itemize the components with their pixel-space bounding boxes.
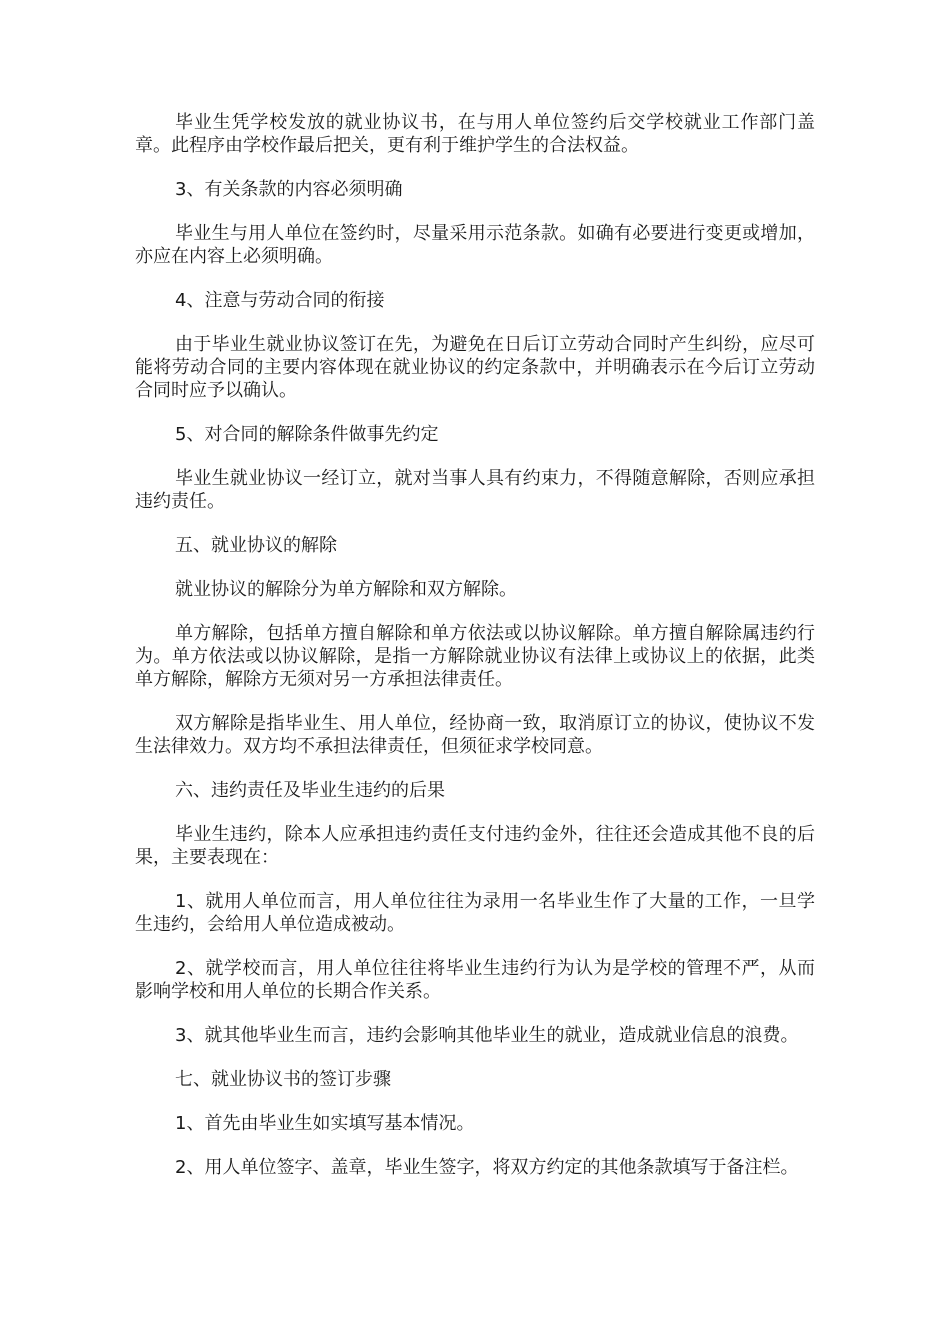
list-item: 2、用人单位签字、盖章，毕业生签字，将双方约定的其他条款填写于备注栏。	[175, 1157, 799, 1178]
list-item: 1、就用人单位而言，用人单位往往为录用一名毕业生作了大量的工作，一旦学生违约，会给用人单位造成被动。	[135, 891, 815, 935]
list-item: 3、就其他毕业生而言，违约会影响其他毕业生的就业，造成就业信息的浪费。	[175, 1025, 799, 1046]
paragraph: 毕业生凭学校发放的就业协议书，在与用人单位签约后交学校就业工作部门盖章。此程序由学校作最后把关，更有利于维护学生的合法权益。	[135, 112, 815, 156]
paragraph: 双方解除是指毕业生、用人单位，经协商一致，取消原订立的协议，使协议不发生法律效力。双方均不承担法律责任，但须征求学校同意。	[135, 713, 815, 757]
section-heading: 六、违约责任及毕业生违约的后果	[175, 780, 445, 801]
list-item: 1、首先由毕业生如实填写基本情况。	[175, 1113, 475, 1134]
paragraph: 就业协议的解除分为单方解除和双方解除。	[175, 579, 517, 600]
section-heading: 5、对合同的解除条件做事先约定	[175, 424, 439, 445]
paragraph: 由于毕业生就业协议签订在先，为避免在日后订立劳动合同时产生纠纷，应尽可能将劳动合同的主要内容体现在就业协议的约定条款中，并明确表示在今后订立劳动合同时应予以确认。	[135, 334, 815, 401]
list-item: 2、就学校而言，用人单位往往将毕业生违约行为认为是学校的管理不严，从而影响学校和用人单位的长期合作关系。	[135, 958, 815, 1002]
paragraph: 单方解除，包括单方擅自解除和单方依法或以协议解除。单方擅自解除属违约行为。单方依法或以协议解除，是指一方解除就业协议有法律上或协议上的依据，此类单方解除，解除方无须对另一方承担法律责任。	[135, 623, 815, 690]
section-heading: 五、就业协议的解除	[175, 535, 337, 556]
paragraph: 毕业生就业协议一经订立，就对当事人具有约束力，不得随意解除，否则应承担违约责任。	[135, 468, 815, 512]
section-heading: 4、注意与劳动合同的衔接	[175, 290, 385, 311]
paragraph: 毕业生与用人单位在签约时，尽量采用示范条款。如确有必要进行变更或增加，亦应在内容上必须明确。	[135, 223, 815, 267]
document-body	[135, 111, 815, 1200]
section-heading: 3、有关条款的内容必须明确	[175, 179, 403, 200]
paragraph: 毕业生违约，除本人应承担违约责任支付违约金外，往往还会造成其他不良的后果，主要表现在：	[135, 824, 815, 868]
section-heading: 七、就业协议书的签订步骤	[175, 1069, 391, 1090]
